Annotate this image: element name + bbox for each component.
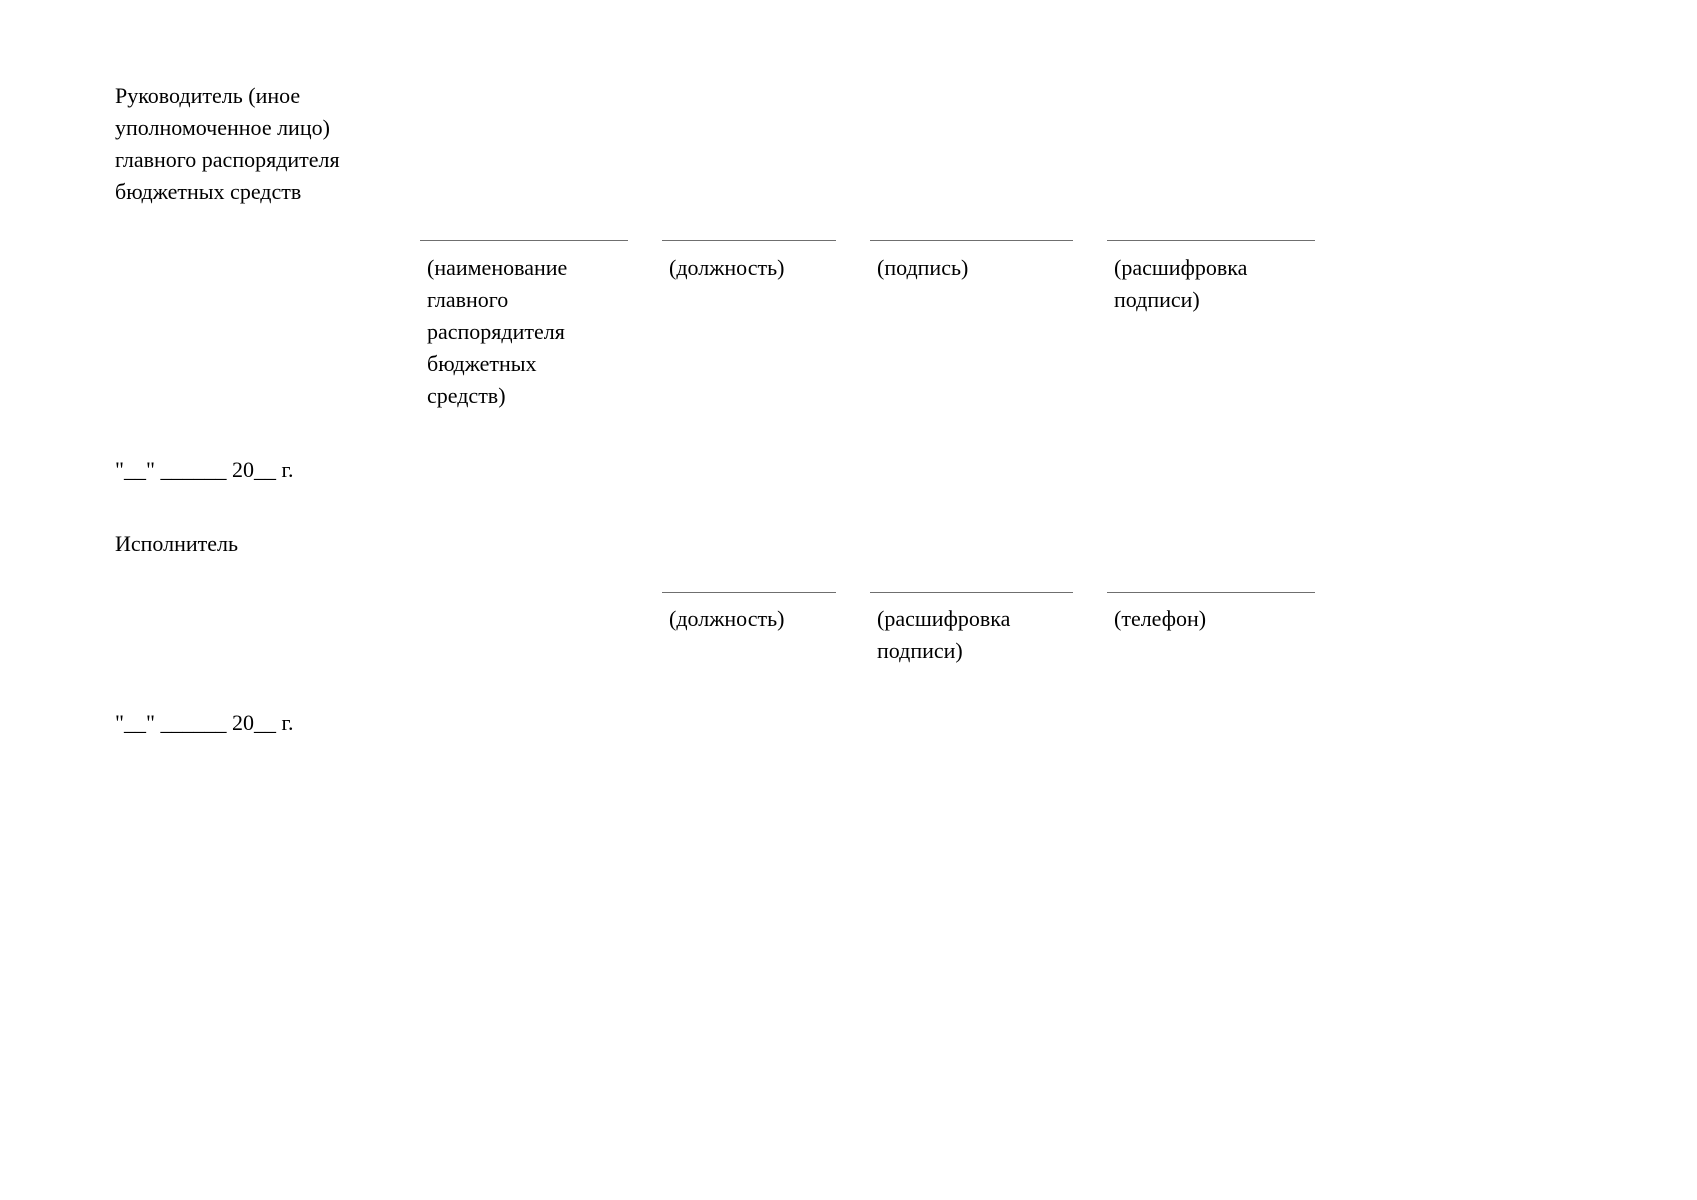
- caption-org-name: (наименование главного распорядителя бюджетных средств): [427, 255, 568, 408]
- manager-heading: Руководитель (иное уполномоченное лицо) главного распорядителя бюджетных средств: [115, 83, 340, 204]
- executor-date-line: "__" ______ 20__ г.: [115, 710, 294, 735]
- caption-manager-signature-decoding: (расшифровка подписи): [1114, 255, 1248, 312]
- manager-signature-line: [870, 240, 1073, 241]
- manager-position-signature-line: [662, 240, 836, 241]
- caption-executor-signature-decoding: (расшифровка подписи): [877, 606, 1011, 663]
- executor-signature-decoding-line: [870, 592, 1073, 593]
- manager-signature-decoding-line: [1107, 240, 1315, 241]
- caption-manager-signature: (подпись): [877, 255, 969, 280]
- org-name-signature-line: [420, 240, 628, 241]
- executor-heading: Исполнитель: [115, 531, 239, 556]
- caption-manager-position: (должность): [669, 255, 785, 280]
- caption-executor-phone: (телефон): [1114, 606, 1207, 631]
- executor-phone-line: [1107, 592, 1315, 593]
- executor-position-signature-line: [662, 592, 836, 593]
- caption-executor-position: (должность): [669, 606, 785, 631]
- manager-date-line: "__" ______ 20__ г.: [115, 457, 294, 482]
